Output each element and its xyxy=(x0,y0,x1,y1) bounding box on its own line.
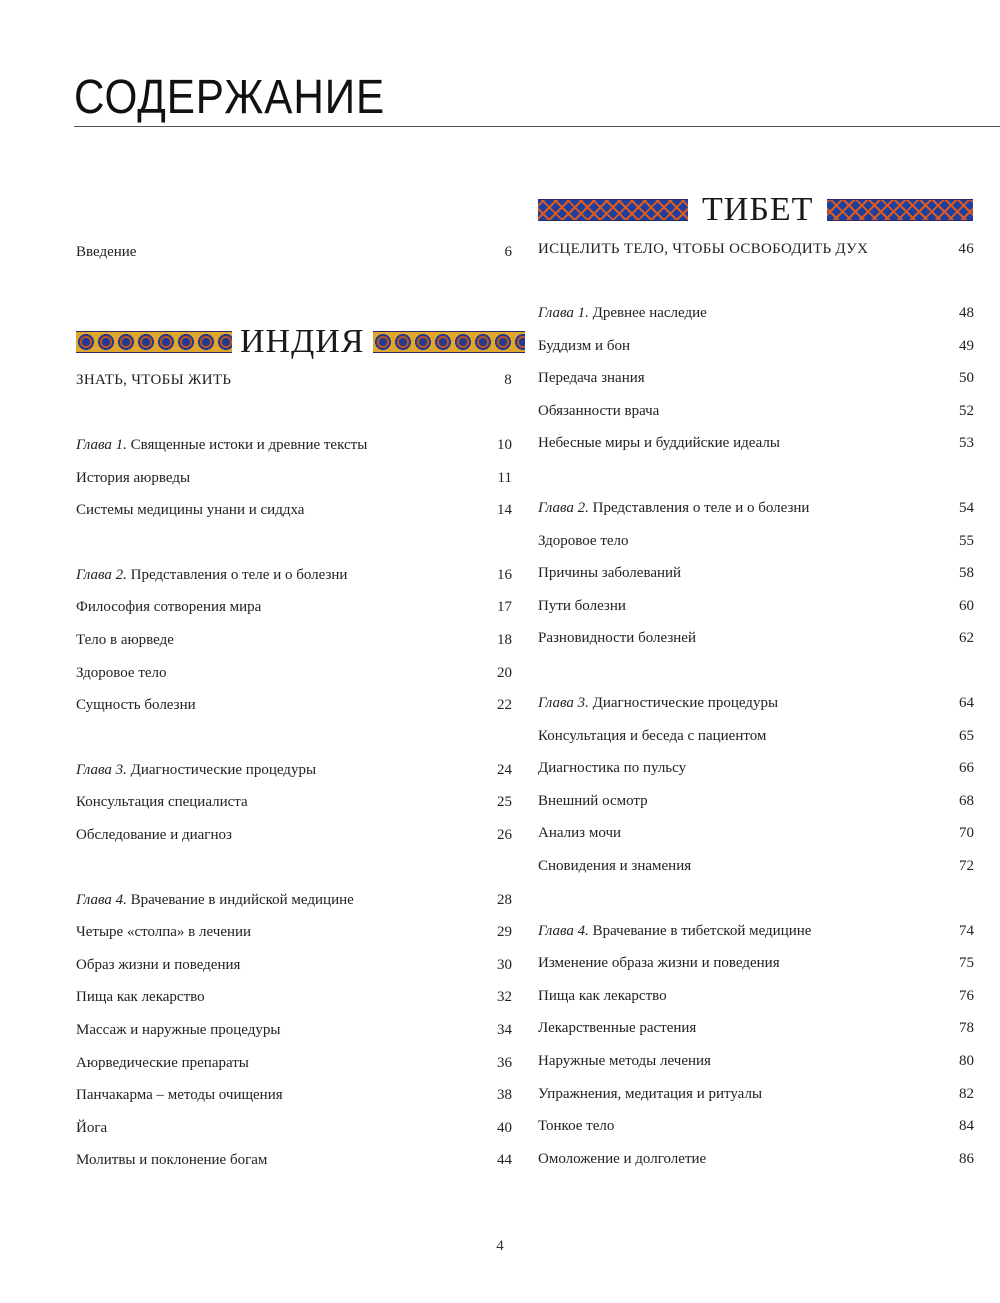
toc-entry[interactable] xyxy=(76,596,512,618)
page-number: 4 xyxy=(496,1238,504,1254)
entry-page: 8 xyxy=(504,372,512,388)
toc-entry[interactable] xyxy=(76,629,512,651)
entry-page: 74 xyxy=(959,922,974,939)
section-title: ТИБЕТ xyxy=(702,191,814,228)
toc-entry[interactable] xyxy=(76,499,512,521)
chapter-prefix: Глава 4. xyxy=(538,922,589,939)
entry-label: Философия сотворения мира xyxy=(76,599,262,616)
chapter-heading[interactable] xyxy=(76,759,512,781)
ornament-band-left xyxy=(76,331,232,353)
entry-page: 36 xyxy=(497,1054,512,1071)
toc-entry[interactable] xyxy=(538,757,974,779)
entry-page: 32 xyxy=(497,989,512,1006)
ornament-band-right xyxy=(373,331,525,353)
toc-entry[interactable] xyxy=(76,1052,512,1074)
entry-page: 84 xyxy=(959,1118,974,1135)
toc-entry[interactable] xyxy=(76,954,512,976)
entry-label: Консультация и беседа с пациентом xyxy=(538,727,767,744)
section-subtitle-tibet[interactable] xyxy=(538,238,974,260)
toc-entry[interactable] xyxy=(76,824,512,846)
entry-page: 26 xyxy=(497,827,512,843)
entry-label: Тело в аюрведе xyxy=(76,632,174,648)
entry-label: Буддизм и бон xyxy=(538,337,630,354)
entry-label: Диагностика по пульсу xyxy=(538,760,687,777)
chapter-heading[interactable] xyxy=(76,564,512,586)
toc-entry[interactable] xyxy=(76,1084,512,1106)
entry-label: Упражнения, медитация и ритуалы xyxy=(538,1085,763,1102)
entry-label: ИСЦЕЛИТЬ ТЕЛО, ЧТОБЫ ОСВОБОДИТЬ ДУХ xyxy=(538,241,869,257)
chapter-prefix: Глава 3. xyxy=(76,761,127,778)
entry-page: 40 xyxy=(497,1119,512,1136)
chapter-title: Представления о теле и о болезни xyxy=(592,500,810,516)
entry-label xyxy=(76,564,347,586)
toc-entry[interactable] xyxy=(538,595,974,617)
chapter-heading[interactable] xyxy=(76,434,512,456)
entry-page: 58 xyxy=(959,565,974,582)
entry-label: Панчакарма – методы очищения xyxy=(76,1087,283,1104)
entry-page: 86 xyxy=(959,1150,974,1167)
toc-entry[interactable] xyxy=(538,1083,974,1105)
entry-page: 50 xyxy=(959,370,974,387)
chapter-title: Представления о теле и о болезни xyxy=(130,566,348,583)
entry-label: Разновидности болезней xyxy=(538,630,696,647)
entry-label: Пища как лекарство xyxy=(76,989,205,1006)
entry-page: 82 xyxy=(959,1085,974,1102)
toc-entry[interactable] xyxy=(538,530,974,552)
entry-page: 11 xyxy=(497,469,512,486)
chapter-title: Диагностические процедуры xyxy=(130,761,317,778)
chapter-heading[interactable] xyxy=(538,692,974,714)
entry-label: Здоровое тело xyxy=(538,532,629,549)
entry-label: Системы медицины унани и сиддха xyxy=(76,502,305,519)
entry-page: 75 xyxy=(959,955,974,972)
entry-label: Обязанности врача xyxy=(538,402,660,419)
toc-entry[interactable] xyxy=(76,694,512,716)
entry-label xyxy=(538,920,811,942)
chapter-prefix: Глава 1. xyxy=(538,305,589,321)
entry-label: Молитвы и поклонение богам xyxy=(76,1152,268,1169)
entry-page: 29 xyxy=(497,924,512,941)
chapter-title: Врачевание в индийской медицине xyxy=(130,891,354,908)
entry-label: Лекарственные растения xyxy=(538,1020,697,1037)
entry-label: Обследование и диагноз xyxy=(76,827,232,843)
entry-page: 78 xyxy=(959,1020,974,1037)
entry-page: 80 xyxy=(959,1053,974,1069)
chapter-heading[interactable] xyxy=(76,889,512,911)
entry-page: 55 xyxy=(959,532,974,549)
entry-page: 54 xyxy=(959,500,974,516)
ornament-band-left xyxy=(538,199,688,221)
section-subtitle-india[interactable] xyxy=(76,369,512,391)
entry-label: Сущность болезни xyxy=(76,697,196,714)
entry-page: 70 xyxy=(959,825,974,842)
entry-page: 49 xyxy=(959,337,974,354)
toc-entry[interactable] xyxy=(76,662,512,684)
entry-page: 62 xyxy=(959,630,974,647)
toc-entry[interactable] xyxy=(76,1149,512,1171)
entry-page: 20 xyxy=(497,664,512,681)
chapter-heading[interactable] xyxy=(538,920,974,942)
section-header-india xyxy=(76,322,512,362)
entry-label: Небесные миры и буддийские идеалы xyxy=(538,435,780,452)
entry-label: Сновидения и знамения xyxy=(538,858,692,874)
chapter-title: Врачевание в тибетской медицине xyxy=(592,922,812,939)
chapter-title: Диагностические процедуры xyxy=(592,695,779,711)
entry-label: Введение xyxy=(76,244,137,260)
toc-entry[interactable] xyxy=(76,1117,512,1139)
entry-label: Пища как лекарство xyxy=(538,987,667,1004)
entry-label: Причины заболеваний xyxy=(538,565,682,582)
toc-entry[interactable] xyxy=(538,790,974,812)
toc-entry[interactable] xyxy=(76,791,512,813)
entry-label xyxy=(76,889,354,911)
toc-entry[interactable] xyxy=(76,921,512,943)
entry-page: 53 xyxy=(959,435,974,452)
toc-entry[interactable] xyxy=(538,367,974,389)
toc-entry[interactable] xyxy=(538,985,974,1007)
toc-entry[interactable] xyxy=(538,822,974,844)
entry-label: Тонкое тело xyxy=(538,1118,615,1135)
section-header-tibet xyxy=(538,190,974,230)
entry-page: 46 xyxy=(958,241,974,257)
toc-entry[interactable] xyxy=(76,467,512,489)
chapter-heading[interactable] xyxy=(538,302,974,324)
title-rule xyxy=(74,126,1000,127)
entry-label xyxy=(76,759,316,781)
entry-page: 65 xyxy=(959,727,974,744)
toc-entry[interactable] xyxy=(538,1115,974,1137)
toc-entry[interactable] xyxy=(538,400,974,422)
entry-page: 68 xyxy=(959,792,974,809)
entry-page: 48 xyxy=(959,305,974,321)
entry-label: Наружные методы лечения xyxy=(538,1053,711,1069)
entry-label xyxy=(538,497,809,519)
toc-entry[interactable] xyxy=(76,1019,512,1041)
entry-page: 28 xyxy=(497,891,512,908)
section-title: ИНДИЯ xyxy=(240,323,365,360)
chapter-prefix: Глава 2. xyxy=(538,500,589,516)
toc-entry[interactable] xyxy=(538,952,974,974)
chapter-prefix: Глава 4. xyxy=(76,891,127,908)
entry-page: 38 xyxy=(497,1087,512,1104)
entry-page: 44 xyxy=(497,1152,512,1169)
entry-page: 18 xyxy=(497,632,512,648)
ornament-band-right xyxy=(827,199,973,221)
toc-entry[interactable] xyxy=(538,562,974,584)
entry-label: Омоложение и долголетие xyxy=(538,1150,707,1167)
entry-page: 16 xyxy=(497,566,512,583)
entry-label xyxy=(538,692,778,714)
toc-entry[interactable] xyxy=(538,432,974,454)
entry-page: 25 xyxy=(497,794,512,811)
toc-entry-intro[interactable] xyxy=(76,241,512,263)
entry-page: 22 xyxy=(497,697,512,714)
entry-label: Передача знания xyxy=(538,370,645,387)
toc-entry[interactable] xyxy=(538,627,974,649)
page-title: СОДЕРЖАНИЕ xyxy=(74,71,385,124)
entry-page: 34 xyxy=(497,1022,512,1038)
entry-page: 52 xyxy=(959,402,974,419)
entry-label: Пути болезни xyxy=(538,597,626,614)
chapter-prefix: Глава 2. xyxy=(76,566,127,583)
entry-page: 6 xyxy=(504,244,512,260)
chapter-title: Древнее наследие xyxy=(592,305,707,321)
chapter-prefix: Глава 1. xyxy=(76,437,127,453)
toc-entry[interactable] xyxy=(538,335,974,357)
chapter-prefix: Глава 3. xyxy=(538,695,589,711)
entry-page: 64 xyxy=(959,695,974,711)
toc-entry[interactable] xyxy=(538,855,974,877)
entry-page: 76 xyxy=(959,987,974,1004)
entry-label: История аюрведы xyxy=(76,469,191,486)
entry-label: Аюрведические препараты xyxy=(76,1054,249,1071)
entry-label: Образ жизни и поведения xyxy=(76,956,241,973)
entry-page: 30 xyxy=(497,956,512,973)
entry-label: Здоровое тело xyxy=(76,664,167,681)
entry-label: Анализ мочи xyxy=(538,825,622,842)
toc-entry[interactable] xyxy=(538,1017,974,1039)
entry-label: Консультация специалиста xyxy=(76,794,248,811)
entry-label: Четыре «столпа» в лечении xyxy=(76,924,252,941)
entry-page: 17 xyxy=(497,599,512,616)
entry-label: Массаж и наружные процедуры xyxy=(76,1022,281,1038)
chapter-title: Священные истоки и древние тексты xyxy=(130,437,368,453)
entry-label: Внешний осмотр xyxy=(538,792,648,809)
toc-entry[interactable] xyxy=(76,986,512,1008)
entry-page: 60 xyxy=(959,597,974,614)
toc-entry[interactable] xyxy=(538,725,974,747)
entry-label: Йога xyxy=(76,1119,108,1136)
toc-entry[interactable] xyxy=(538,1050,974,1072)
entry-label xyxy=(538,302,707,324)
entry-label: Изменение образа жизни и поведения xyxy=(538,955,780,972)
chapter-heading[interactable] xyxy=(538,497,974,519)
toc-entry[interactable] xyxy=(538,1148,974,1170)
entry-page: 14 xyxy=(497,502,512,519)
entry-page: 72 xyxy=(959,858,974,874)
entry-page: 66 xyxy=(959,760,974,777)
entry-label: ЗНАТЬ, ЧТОБЫ ЖИТЬ xyxy=(76,372,232,388)
entry-label xyxy=(76,434,367,456)
entry-page: 24 xyxy=(497,761,512,778)
entry-page: 10 xyxy=(497,437,512,453)
